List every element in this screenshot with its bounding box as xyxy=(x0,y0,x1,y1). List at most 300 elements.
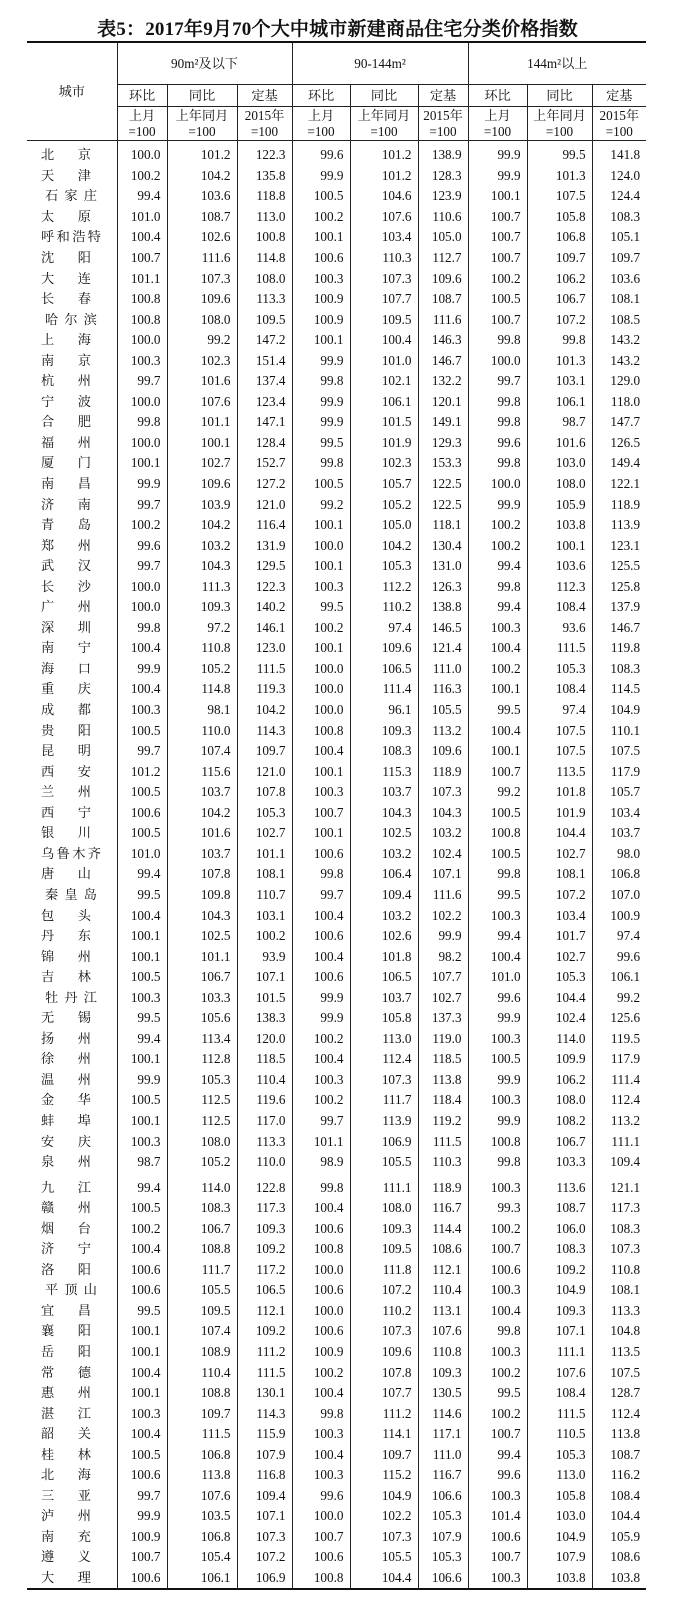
city-name xyxy=(27,1177,117,1198)
index-value: 112.2 xyxy=(350,576,418,597)
index-value: 125.8 xyxy=(592,576,646,597)
base-header xyxy=(527,107,592,141)
index-value: 99.8 xyxy=(527,330,592,351)
table-row xyxy=(27,1506,646,1527)
city-name xyxy=(27,1280,117,1301)
index-value: 102.7 xyxy=(418,987,468,1008)
base-header xyxy=(117,107,167,141)
city-label: 扬州 xyxy=(41,1030,91,1046)
index-value: 99.7 xyxy=(468,371,527,392)
index-value: 100.2 xyxy=(292,1090,350,1111)
city-name xyxy=(27,494,117,515)
index-value: 113.3 xyxy=(237,289,292,310)
city-name xyxy=(27,1383,117,1404)
index-value: 109.3 xyxy=(418,1362,468,1383)
table-row xyxy=(27,720,646,741)
city-name xyxy=(27,1070,117,1091)
index-value: 100.3 xyxy=(468,1177,527,1198)
price-index-table xyxy=(27,41,646,1590)
index-value: 108.4 xyxy=(527,597,592,618)
index-value: 105.5 xyxy=(350,1152,418,1178)
index-value: 113.3 xyxy=(592,1301,646,1322)
table-row xyxy=(27,207,646,228)
city-name xyxy=(27,1403,117,1424)
index-value: 99.8 xyxy=(292,453,350,474)
table-row xyxy=(27,1198,646,1219)
sub-header: 环比 xyxy=(292,85,350,107)
index-value: 100.3 xyxy=(292,576,350,597)
city-label: 锦州 xyxy=(41,948,91,964)
index-value: 99.2 xyxy=(292,494,350,515)
index-value: 103.4 xyxy=(527,905,592,926)
base-value: =100 xyxy=(545,123,574,139)
city-name xyxy=(27,1424,117,1445)
city-label: 北京 xyxy=(41,147,91,163)
index-value: 151.4 xyxy=(237,350,292,371)
index-value: 111.1 xyxy=(592,1131,646,1152)
city-label: 宁波 xyxy=(41,393,91,409)
city-label: 吉林 xyxy=(41,969,91,985)
table-row xyxy=(27,1301,646,1322)
city-label: 大理 xyxy=(41,1570,91,1585)
index-value: 108.8 xyxy=(167,1239,237,1260)
table-row xyxy=(27,535,646,556)
index-value: 99.4 xyxy=(117,1029,167,1050)
index-value: 103.8 xyxy=(527,515,592,536)
index-value: 100.2 xyxy=(468,515,527,536)
table-row xyxy=(27,659,646,680)
index-value: 108.7 xyxy=(418,289,468,310)
index-value: 109.7 xyxy=(167,1403,237,1424)
index-value: 126.5 xyxy=(592,433,646,454)
index-value: 100.5 xyxy=(117,823,167,844)
index-value: 122.5 xyxy=(418,474,468,495)
sub-header: 同比 xyxy=(350,85,418,107)
index-value: 106.6 xyxy=(418,1486,468,1507)
city-label: 无锡 xyxy=(41,1010,91,1026)
index-value: 121.4 xyxy=(418,638,468,659)
index-value: 103.7 xyxy=(350,782,418,803)
index-value: 99.2 xyxy=(167,330,237,351)
index-value: 109.7 xyxy=(237,741,292,762)
index-value: 105.2 xyxy=(167,659,237,680)
city-name xyxy=(27,289,117,310)
index-value: 100.1 xyxy=(117,1321,167,1342)
index-value: 107.4 xyxy=(167,741,237,762)
index-value: 147.7 xyxy=(592,412,646,433)
index-value: 102.6 xyxy=(350,926,418,947)
index-value: 98.0 xyxy=(592,844,646,865)
index-value: 111.5 xyxy=(418,1131,468,1152)
index-value: 105.9 xyxy=(527,494,592,515)
index-value: 102.4 xyxy=(418,844,468,865)
index-value: 99.6 xyxy=(292,1486,350,1507)
city-label: 牡丹江 xyxy=(45,989,97,1005)
index-value: 100.4 xyxy=(292,1198,350,1219)
index-value: 100.3 xyxy=(468,1342,527,1363)
index-value: 108.1 xyxy=(592,289,646,310)
city-label: 平顶山 xyxy=(45,1282,97,1298)
sub-header: 环比 xyxy=(468,85,527,107)
index-value: 100.1 xyxy=(468,741,527,762)
index-value: 99.8 xyxy=(468,453,527,474)
index-value: 106.1 xyxy=(167,1568,237,1590)
index-value: 100.2 xyxy=(468,1362,527,1383)
index-value: 108.5 xyxy=(592,309,646,330)
base-period: 上月 xyxy=(307,107,335,123)
index-value: 110.4 xyxy=(167,1362,237,1383)
index-value: 111.6 xyxy=(418,885,468,906)
index-value: 118.1 xyxy=(418,515,468,536)
index-value: 99.8 xyxy=(468,864,527,885)
table-row xyxy=(27,289,646,310)
base-period: 2015年 xyxy=(244,107,285,123)
city-label: 福州 xyxy=(41,434,91,450)
index-value: 118.0 xyxy=(592,392,646,413)
index-value: 128.4 xyxy=(237,433,292,454)
index-value: 105.6 xyxy=(167,1008,237,1029)
city-label: 杭州 xyxy=(41,373,91,389)
sub-header: 定基 xyxy=(592,85,646,107)
city-name xyxy=(27,1111,117,1132)
index-value: 93.6 xyxy=(527,618,592,639)
index-value: 106.8 xyxy=(592,864,646,885)
index-value: 108.0 xyxy=(527,474,592,495)
table-row xyxy=(27,1486,646,1507)
index-value: 99.8 xyxy=(292,371,350,392)
index-value: 105.0 xyxy=(418,227,468,248)
base-period: 上年同月 xyxy=(357,107,411,123)
index-value: 107.9 xyxy=(237,1444,292,1465)
index-value: 124.0 xyxy=(592,166,646,187)
index-value: 100.3 xyxy=(292,782,350,803)
index-value: 130.1 xyxy=(237,1383,292,1404)
index-value: 115.2 xyxy=(350,1465,418,1486)
index-value: 99.4 xyxy=(468,1444,527,1465)
index-value: 97.4 xyxy=(350,618,418,639)
index-value: 99.4 xyxy=(117,1177,167,1198)
index-value: 104.3 xyxy=(167,905,237,926)
city-name xyxy=(27,782,117,803)
index-value: 98.7 xyxy=(527,412,592,433)
table-row xyxy=(27,1424,646,1445)
index-value: 109.2 xyxy=(237,1239,292,1260)
index-value: 101.6 xyxy=(167,823,237,844)
index-value: 120.0 xyxy=(237,1029,292,1050)
city-label: 太原 xyxy=(41,208,91,224)
index-value: 100.8 xyxy=(237,227,292,248)
index-value: 108.3 xyxy=(592,1218,646,1239)
index-value: 111.7 xyxy=(350,1090,418,1111)
index-value: 93.9 xyxy=(237,946,292,967)
index-value: 99.6 xyxy=(117,535,167,556)
index-value: 110.4 xyxy=(418,1280,468,1301)
index-value: 99.4 xyxy=(468,597,527,618)
table-row xyxy=(27,453,646,474)
index-value: 119.3 xyxy=(237,679,292,700)
sub-header: 定基 xyxy=(237,85,292,107)
index-value: 101.6 xyxy=(167,371,237,392)
index-value: 124.4 xyxy=(592,186,646,207)
city-label: 徐州 xyxy=(41,1051,91,1067)
base-header xyxy=(468,107,527,141)
index-value: 104.4 xyxy=(350,1568,418,1590)
city-name xyxy=(27,1321,117,1342)
index-value: 108.6 xyxy=(592,1547,646,1568)
index-value: 102.3 xyxy=(167,350,237,371)
city-label: 深圳 xyxy=(41,619,91,635)
index-value: 100.9 xyxy=(117,1527,167,1548)
index-value: 116.7 xyxy=(418,1465,468,1486)
base-value: =100 xyxy=(128,123,156,139)
index-value: 112.4 xyxy=(592,1403,646,1424)
index-value: 118.5 xyxy=(237,1049,292,1070)
index-value: 105.3 xyxy=(418,1506,468,1527)
index-value: 99.9 xyxy=(117,1070,167,1091)
index-value: 100.5 xyxy=(292,186,350,207)
index-value: 125.6 xyxy=(592,1008,646,1029)
index-value: 100.7 xyxy=(292,803,350,824)
base-period: 上月 xyxy=(484,107,511,123)
index-value: 100.1 xyxy=(117,926,167,947)
index-value: 106.5 xyxy=(350,659,418,680)
index-value: 137.9 xyxy=(592,597,646,618)
index-value: 99.9 xyxy=(468,1111,527,1132)
index-value: 102.5 xyxy=(167,926,237,947)
index-value: 108.3 xyxy=(592,207,646,228)
index-value: 113.9 xyxy=(592,515,646,536)
index-value: 106.6 xyxy=(418,1568,468,1590)
table-row xyxy=(27,576,646,597)
index-value: 120.1 xyxy=(418,392,468,413)
index-value: 106.2 xyxy=(527,1070,592,1091)
table-row xyxy=(27,679,646,700)
city-name xyxy=(27,1152,117,1178)
index-value: 100.5 xyxy=(117,967,167,988)
index-value: 112.1 xyxy=(237,1301,292,1322)
index-value: 97.4 xyxy=(527,700,592,721)
index-value: 114.3 xyxy=(237,720,292,741)
city-name xyxy=(27,1198,117,1219)
index-value: 103.6 xyxy=(592,268,646,289)
index-value: 100.6 xyxy=(117,1568,167,1590)
city-label: 昆明 xyxy=(41,743,91,759)
index-value: 103.1 xyxy=(237,905,292,926)
index-value: 111.0 xyxy=(418,1444,468,1465)
index-value: 100.2 xyxy=(468,268,527,289)
index-value: 99.9 xyxy=(468,494,527,515)
index-value: 108.7 xyxy=(592,1444,646,1465)
index-value: 111.1 xyxy=(350,1177,418,1198)
city-label: 天津 xyxy=(41,167,91,183)
index-value: 106.5 xyxy=(350,967,418,988)
table-row xyxy=(27,494,646,515)
index-value: 100.2 xyxy=(292,618,350,639)
index-value: 128.3 xyxy=(418,166,468,187)
index-value: 100.1 xyxy=(292,330,350,351)
table-row xyxy=(27,1029,646,1050)
index-value: 100.8 xyxy=(117,309,167,330)
index-value: 99.4 xyxy=(468,556,527,577)
index-value: 100.4 xyxy=(117,905,167,926)
index-value: 110.1 xyxy=(592,720,646,741)
city-label: 兰州 xyxy=(41,784,91,800)
index-value: 100.1 xyxy=(527,535,592,556)
city-name xyxy=(27,946,117,967)
table-row xyxy=(27,597,646,618)
index-value: 112.5 xyxy=(167,1090,237,1111)
index-value: 99.9 xyxy=(117,659,167,680)
index-value: 106.1 xyxy=(592,967,646,988)
index-value: 146.3 xyxy=(418,330,468,351)
city-name xyxy=(27,659,117,680)
base-value: =100 xyxy=(188,123,216,139)
index-value: 103.9 xyxy=(167,494,237,515)
index-value: 100.3 xyxy=(117,1403,167,1424)
index-value: 100.7 xyxy=(468,761,527,782)
index-value: 109.4 xyxy=(350,885,418,906)
index-value: 107.2 xyxy=(237,1547,292,1568)
city-label: 重庆 xyxy=(41,681,91,697)
index-value: 107.5 xyxy=(592,1362,646,1383)
index-value: 103.3 xyxy=(167,987,237,1008)
city-label: 惠州 xyxy=(41,1385,91,1401)
index-value: 101.5 xyxy=(237,987,292,1008)
index-value: 100.4 xyxy=(468,720,527,741)
index-value: 100.4 xyxy=(468,638,527,659)
index-value: 118.9 xyxy=(418,761,468,782)
index-value: 100.2 xyxy=(468,1403,527,1424)
city-label: 温州 xyxy=(41,1071,91,1087)
index-value: 106.8 xyxy=(527,227,592,248)
index-value: 109.6 xyxy=(167,289,237,310)
index-value: 102.2 xyxy=(350,1506,418,1527)
index-value: 108.3 xyxy=(167,1198,237,1219)
index-value: 110.0 xyxy=(237,1152,292,1178)
city-label: 洛阳 xyxy=(41,1261,91,1277)
index-value: 100.8 xyxy=(117,289,167,310)
city-column-header: 城市 xyxy=(27,42,117,141)
index-value: 110.7 xyxy=(237,885,292,906)
index-value: 113.9 xyxy=(350,1111,418,1132)
index-value: 99.2 xyxy=(468,782,527,803)
index-value: 101.0 xyxy=(468,967,527,988)
index-value: 103.7 xyxy=(350,987,418,1008)
index-value: 119.8 xyxy=(592,638,646,659)
index-value: 99.4 xyxy=(468,926,527,947)
index-value: 138.9 xyxy=(418,141,468,166)
index-value: 103.6 xyxy=(167,186,237,207)
index-value: 109.3 xyxy=(237,1218,292,1239)
index-value: 114.8 xyxy=(237,248,292,269)
index-value: 106.1 xyxy=(527,392,592,413)
index-value: 112.5 xyxy=(167,1111,237,1132)
index-value: 103.0 xyxy=(527,1506,592,1527)
index-value: 109.2 xyxy=(527,1260,592,1281)
index-value: 99.9 xyxy=(292,166,350,187)
table-row xyxy=(27,823,646,844)
city-label: 广州 xyxy=(41,599,91,615)
index-value: 101.9 xyxy=(350,433,418,454)
city-label: 岳阳 xyxy=(41,1343,91,1359)
city-label: 襄阳 xyxy=(41,1323,91,1339)
index-value: 105.3 xyxy=(350,556,418,577)
city-name xyxy=(27,761,117,782)
index-value: 100.0 xyxy=(292,659,350,680)
index-value: 106.2 xyxy=(527,268,592,289)
index-value: 100.6 xyxy=(292,1547,350,1568)
index-value: 101.2 xyxy=(167,141,237,166)
city-name xyxy=(27,803,117,824)
index-value: 105.8 xyxy=(527,1486,592,1507)
index-value: 109.7 xyxy=(350,1444,418,1465)
city-label: 济南 xyxy=(41,496,91,512)
index-value: 100.1 xyxy=(468,679,527,700)
index-value: 106.8 xyxy=(167,1527,237,1548)
index-value: 138.3 xyxy=(237,1008,292,1029)
city-name xyxy=(27,268,117,289)
table-row xyxy=(27,515,646,536)
index-value: 118.9 xyxy=(592,494,646,515)
index-value: 107.5 xyxy=(592,741,646,762)
index-value: 108.3 xyxy=(527,1239,592,1260)
index-value: 109.7 xyxy=(527,248,592,269)
index-value: 112.1 xyxy=(418,1260,468,1281)
index-value: 108.0 xyxy=(167,309,237,330)
index-value: 110.8 xyxy=(418,1342,468,1363)
index-value: 100.9 xyxy=(292,289,350,310)
index-value: 105.9 xyxy=(592,1527,646,1548)
index-value: 101.0 xyxy=(350,350,418,371)
index-value: 104.9 xyxy=(527,1527,592,1548)
index-value: 138.8 xyxy=(418,597,468,618)
index-value: 107.8 xyxy=(167,864,237,885)
table-row xyxy=(27,392,646,413)
index-value: 114.5 xyxy=(592,679,646,700)
index-value: 100.4 xyxy=(292,1444,350,1465)
index-value: 100.8 xyxy=(292,1568,350,1590)
index-value: 100.2 xyxy=(117,1218,167,1239)
index-value: 100.2 xyxy=(292,1029,350,1050)
index-value: 131.0 xyxy=(418,556,468,577)
city-label: 泸州 xyxy=(41,1508,91,1524)
index-value: 100.6 xyxy=(292,967,350,988)
index-value: 111.3 xyxy=(167,576,237,597)
base-value: =100 xyxy=(250,123,279,139)
index-value: 100.2 xyxy=(468,659,527,680)
index-value: 107.7 xyxy=(350,1383,418,1404)
index-value: 104.3 xyxy=(418,803,468,824)
index-value: 100.0 xyxy=(292,1301,350,1322)
index-value: 111.4 xyxy=(592,1070,646,1091)
base-period: 上年同月 xyxy=(175,107,229,123)
index-value: 104.2 xyxy=(167,166,237,187)
index-value: 100.1 xyxy=(117,1383,167,1404)
city-label: 南宁 xyxy=(41,640,91,656)
table-row xyxy=(27,1465,646,1486)
index-value: 109.6 xyxy=(350,638,418,659)
index-value: 116.4 xyxy=(237,515,292,536)
index-value: 100.1 xyxy=(292,515,350,536)
index-value: 141.8 xyxy=(592,141,646,166)
index-value: 101.2 xyxy=(350,166,418,187)
index-value: 114.6 xyxy=(418,1403,468,1424)
city-name xyxy=(27,141,117,166)
index-value: 100.0 xyxy=(117,433,167,454)
index-value: 108.7 xyxy=(527,1198,592,1219)
index-value: 113.5 xyxy=(527,761,592,782)
city-name xyxy=(27,556,117,577)
